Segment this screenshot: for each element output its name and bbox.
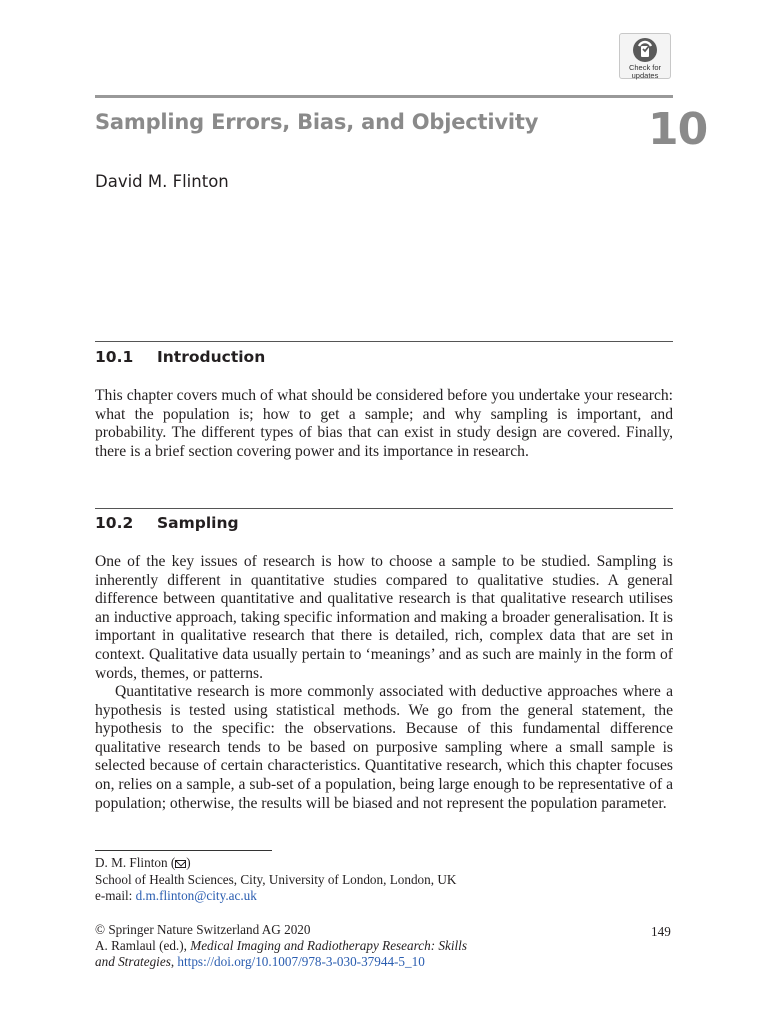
- citation-line-2: and Strategies, https://doi.org/10.1007/978-3-030-37944-5_10: [95, 954, 425, 969]
- copyright: © Springer Nature Switzerland AG 2020: [95, 922, 311, 937]
- doi-link[interactable]: https://doi.org/10.1007/978-3-030-37944-5_10: [177, 954, 425, 969]
- section-rule: [95, 508, 673, 509]
- book-title-part-2: and Strategies: [95, 954, 171, 969]
- section-title: Sampling: [157, 514, 239, 532]
- section-heading-sampling: [95, 514, 239, 532]
- book-title-part-1: Medical Imaging and Radiotherapy Research: Skills: [190, 938, 467, 953]
- section-number: 10.1: [95, 348, 134, 366]
- envelope-icon[interactable]: [175, 860, 186, 868]
- citation-line-1: [95, 938, 467, 955]
- section-heading-introduction: [95, 348, 265, 366]
- badge-label-line1: Check for: [628, 63, 662, 72]
- paragraph: One of the key issues of research is how to choose a sample to be studied. Sampling is inherently different in quantitative studies compared to qualitative studies. A general difference between quantitative and qualitative research is that qualitative research utilises an inductive approach, taking specific information and making a broader generalisation. It is important in qualitative research that there is detailed, rich, complex data that are set in context. Qualitative data usually pertain to ‘meanings’ and as such are mainly in the form of words, themes, or patterns.: [95, 553, 673, 682]
- footnote-author: D. M. Flinton ( ): [95, 855, 191, 870]
- email-label: e-mail:: [95, 888, 133, 903]
- page-number: 149: [651, 924, 671, 939]
- email-link[interactable]: d.m.flinton@city.ac.uk: [135, 888, 257, 903]
- chapter-title: Sampling Errors, Bias, and Objectivity: [95, 110, 539, 134]
- top-rule: [95, 95, 673, 98]
- paragraph: This chapter covers much of what should be considered before you undertake your research: what the population is; how to get a sample; and why sampling is important, and probability. The different types of bias that can exist in study design are covered. Finally, there is a brief section covering power and its importance in research.: [95, 387, 673, 460]
- paragraph: Quantitative research is more commonly associated with deductive approaches where a hypothesis is tested using statistical methods. We go from the general statement, the hypothesis to the specific: the observations. Because of this fundamental difference qualitative research tends to be based on purposive sampling where a small sample is selected because of certain characteristics. Quantitative research, which this chapter focuses on, relies on a sample, a sub-set of a population, being large enough to be representative of a population; otherwise, the results will be biased and not represent the population parameter.: [95, 683, 673, 812]
- citation-prefix: A. Ramlaul (ed.),: [95, 938, 187, 953]
- section-number: 10.2: [95, 514, 134, 532]
- author-name: David M. Flinton: [95, 172, 229, 191]
- footnote-affiliation: School of Health Sciences, City, University of London, London, UK: [95, 872, 457, 887]
- footnote-email-line: [95, 888, 257, 905]
- check-for-updates-icon: [632, 37, 658, 63]
- footnote-author-name: D. M. Flinton: [95, 855, 168, 870]
- section-title: Introduction: [157, 348, 266, 366]
- section-rule: [95, 341, 673, 342]
- badge-label-line2: updates: [631, 71, 659, 80]
- check-for-updates-badge[interactable]: [619, 33, 671, 79]
- chapter-number: 10: [648, 104, 708, 155]
- footnote-rule: [95, 850, 272, 851]
